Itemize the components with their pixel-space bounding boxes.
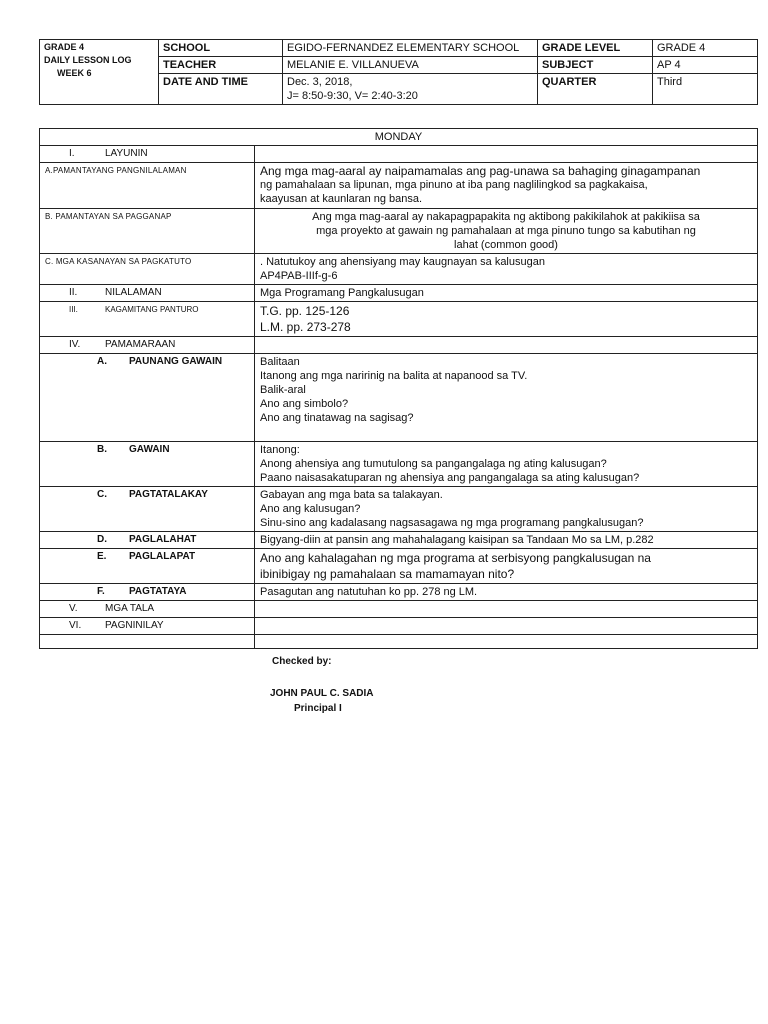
gawain-row (40, 442, 255, 487)
header-table (39, 39, 758, 105)
mga-tala-label: MGA TALA (105, 603, 155, 614)
kagamitan-row (40, 302, 255, 337)
empty-cell (255, 635, 758, 649)
content-line: L.M. pp. 273-278 (260, 320, 351, 334)
paglalahat-letter: D. (97, 534, 107, 545)
layunin-label: LAYUNIN (105, 148, 148, 159)
time-line: J= 8:50-9:30, V= 2:40-3:20 (287, 90, 418, 102)
gawain-letter: B. (97, 444, 107, 455)
datetime-value (283, 74, 538, 105)
kagamitan-num: III. (69, 305, 78, 314)
gawain-content (255, 442, 758, 487)
content-line: T.G. pp. 125-126 (260, 304, 350, 318)
principal-title: Principal I (294, 703, 342, 714)
pagninilay-label: PAGNINILAY (105, 620, 164, 631)
school-label: SCHOOL (159, 40, 283, 57)
pagtataya-label: PAGTATAYA (129, 586, 187, 597)
content-line: Ano ang kalusugan? (260, 503, 361, 515)
layunin-num: I. (69, 148, 75, 159)
quarter-value: Third (653, 74, 758, 105)
content-line: mga proyekto at gawain ng pamahalaan at mga pinuno tungo sa kabutihan ng (316, 225, 696, 237)
content-line: Paano naisasakatuparan ng ahensiya ang pangangalaga sa ating kalusugan? (260, 472, 640, 484)
content-line: Ano ang simbolo? (260, 398, 349, 410)
kagamitan-content (255, 302, 758, 337)
layunin-content (255, 146, 758, 163)
content-line: Ano ang kahalagahan ng mga programa at serbisyong pangkalusugan na (260, 551, 651, 565)
competency-code: AP4PAB-IIIf-g-6 (260, 270, 338, 282)
gawain-label: GAWAIN (129, 444, 170, 455)
nilalaman-num: II. (69, 287, 78, 298)
paunang-gawain-row (40, 354, 255, 442)
day-header: MONDAY (40, 129, 758, 146)
content-line: Itanong: (260, 444, 300, 456)
subject-label: SUBJECT (538, 57, 653, 74)
paglalapat-row (40, 549, 255, 584)
paunang-gawain-letter: A. (97, 356, 107, 367)
grade-level-value: GRADE 4 (653, 40, 758, 57)
empty-cell (40, 635, 255, 649)
paglalapat-label: PAGLALAPAT (129, 551, 196, 562)
content-line: Ano ang tinatawag na sagisag? (260, 412, 414, 424)
teacher-value: MELANIE E. VILLANUEVA (283, 57, 538, 74)
pagninilay-content (255, 618, 758, 635)
layunin-row (40, 146, 255, 163)
header-week: WEEK 6 (57, 68, 92, 78)
school-value: EGIDO-FERNANDEZ ELEMENTARY SCHOOL (283, 40, 538, 57)
header-grade-week (40, 40, 159, 105)
content-line: Itanong ang mga naririnig na balita at napanood sa TV. (260, 370, 528, 382)
lesson-table (39, 128, 758, 649)
content-line: Ang mga mag-aaral ay nakapagpapakita ng aktibong pakikilahok at pakikiisa sa (312, 211, 700, 223)
subject-value: AP 4 (653, 57, 758, 74)
kasanayan-label: C. MGA KASANAYAN SA PAGKATUTO (40, 254, 255, 285)
content-line: kaayusan at kaunlaran ng bansa. (260, 193, 423, 205)
content-line: ibinibigay ng pamahalaan sa mamamayan nito? (260, 567, 515, 581)
content-line: lahat (common good) (454, 239, 558, 251)
pamamaraan-label: PAMAMARAAN (105, 339, 176, 350)
mga-tala-content (255, 601, 758, 618)
content-line: Balitaan (260, 356, 300, 368)
datetime-label: DATE AND TIME (159, 74, 283, 105)
paunang-gawain-content (255, 354, 758, 442)
pagtatalakay-label: PAGTATALAKAY (129, 489, 208, 500)
header-grade: GRADE 4 (44, 42, 85, 52)
pagtataya-content: Pasagutan ang natutuhan ko pp. 278 ng LM. (255, 584, 758, 601)
teacher-label: TEACHER (159, 57, 283, 74)
pagtatalakay-content (255, 487, 758, 532)
content-line: Ang mga mag-aaral ay naipamamalas ang pag-unawa sa bahaging ginagampanan (260, 164, 701, 178)
pamantayan-sa-pagganap-label: B. PAMANTAYAN SA PAGGANAP (40, 209, 255, 254)
content-line: Balik-aral (260, 384, 306, 396)
header-log-title: DAILY LESSON LOG (44, 55, 132, 65)
content-line: Sinu-sino ang kadalasang nagsasagawa ng mga programang pangkalusugan? (260, 517, 644, 529)
principal-name: JOHN PAUL C. SADIA (270, 688, 374, 699)
pagninilay-row (40, 618, 255, 635)
pagtatalakay-letter: C. (97, 489, 107, 500)
paglalahat-row (40, 532, 255, 549)
nilalaman-label: NILALAMAN (105, 287, 162, 298)
content-line: ng pamahalaan sa lipunan, mga pinuno at iba pang naglilingkod sa pagkakaisa, (260, 179, 648, 191)
mga-tala-row (40, 601, 255, 618)
pamantayang-pangnilalaman-label: A.PAMANTAYANG PANGNILALAMAN (40, 163, 255, 209)
nilalaman-content: Mga Programang Pangkalusugan (255, 285, 758, 302)
pamamaraan-num: IV. (69, 339, 81, 350)
grade-level-label: GRADE LEVEL (538, 40, 653, 57)
mga-tala-num: V. (69, 603, 78, 614)
checked-by-label: Checked by: (272, 656, 332, 667)
paunang-gawain-label: PAUNANG GAWAIN (129, 356, 223, 367)
date-line: Dec. 3, 2018, (287, 76, 353, 88)
pagtataya-row (40, 584, 255, 601)
pagtatalakay-row (40, 487, 255, 532)
kasanayan-content (255, 254, 758, 285)
paglalahat-label: PAGLALAHAT (129, 534, 197, 545)
nilalaman-row (40, 285, 255, 302)
pamantayan-sa-pagganap-content (255, 209, 758, 254)
kagamitan-label: KAGAMITANG PANTURO (105, 305, 199, 314)
paglalahat-content: Bigyang-diin at pansin ang mahahalagang kaisipan sa Tandaan Mo sa LM, p.282 (255, 532, 758, 549)
pamamaraan-content (255, 337, 758, 354)
pamamaraan-row (40, 337, 255, 354)
paglalapat-letter: E. (97, 551, 107, 562)
pagtataya-letter: F. (97, 586, 105, 597)
content-line: . Natutukoy ang ahensiyang may kaugnayan sa kalusugan (260, 256, 545, 268)
content-line: Gabayan ang mga bata sa talakayan. (260, 489, 443, 501)
paglalapat-content (255, 549, 758, 584)
content-line: Anong ahensiya ang tumutulong sa pangangalaga ng ating kalusugan? (260, 458, 607, 470)
pagninilay-num: VI. (69, 620, 82, 631)
pamantayang-pangnilalaman-content (255, 163, 758, 209)
quarter-label: QUARTER (538, 74, 653, 105)
